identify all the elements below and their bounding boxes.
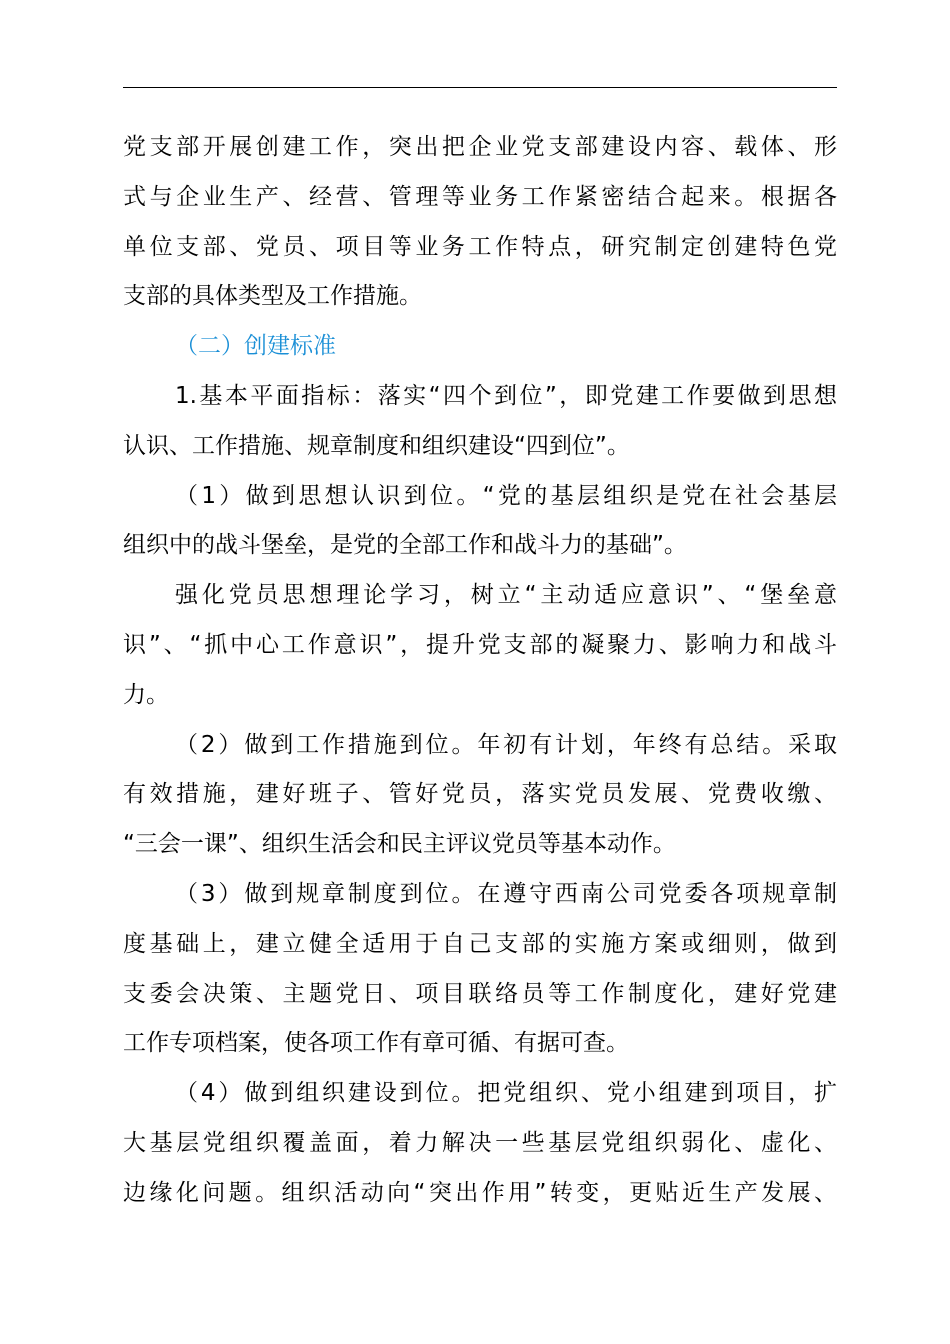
text-line: （4）做到组织建设到位。把党组织、党小组建到项目，扩 — [175, 1080, 837, 1107]
text-line: 组织中的战斗堡垒，是党的全部工作和战斗力的基础”。 — [123, 532, 687, 559]
text-line: 识”、“抓中心工作意识”，提升党支部的凝聚力、影响力和战斗 — [123, 631, 837, 658]
text-line: （3）做到规章制度到位。在遵守西南公司党委各项规章制 — [175, 880, 837, 907]
text-line: 边缘化问题。组织活动向“突出作用”转变，更贴近生产发展、 — [123, 1179, 837, 1206]
section-heading: （二）创建标准 — [175, 333, 336, 360]
text-line: 认识、工作措施、规章制度和组织建设“四到位”。 — [123, 432, 630, 459]
document-body — [123, 123, 837, 1219]
text-line: 单位支部、党员、项目等业务工作特点，研究制定创建特色党 — [123, 233, 837, 260]
text-line: 力。 — [123, 681, 169, 708]
text-line: 支部的具体类型及工作措施。 — [123, 283, 422, 310]
text-line: 有效措施，建好班子、管好党员，落实党员发展、党费收缴、 — [123, 781, 837, 808]
text-line: 强化党员思想理论学习，树立“主动适应意识”、“堡垒意 — [175, 582, 837, 609]
text-line: （1）做到思想认识到位。“党的基层组织是党在社会基层 — [175, 482, 837, 509]
text-line: 式与企业生产、经营、管理等业务工作紧密结合起来。根据各 — [123, 183, 837, 210]
text-line: 大基层党组织覆盖面，着力解决一些基层党组织弱化、虚化、 — [123, 1129, 837, 1156]
text-line: 工作专项档案，使各项工作有章可循、有据可查。 — [123, 1030, 629, 1057]
text-line: 度基础上，建立健全适用于自己支部的实施方案或细则，做到 — [123, 930, 837, 957]
text-line: 1.基本平面指标：落实“四个到位”，即党建工作要做到思想 — [175, 382, 837, 409]
header-rule — [123, 87, 837, 88]
text-line: 党支部开展创建工作，突出把企业党支部建设内容、载体、形 — [123, 134, 837, 160]
text-line: “三会一课”、组织生活会和民主评议党员等基本动作。 — [123, 831, 676, 858]
text-line: 支委会决策、主题党日、项目联络员等工作制度化，建好党建 — [123, 980, 837, 1007]
text-line: （2）做到工作措施到位。年初有计划，年终有总结。采取 — [175, 731, 837, 758]
